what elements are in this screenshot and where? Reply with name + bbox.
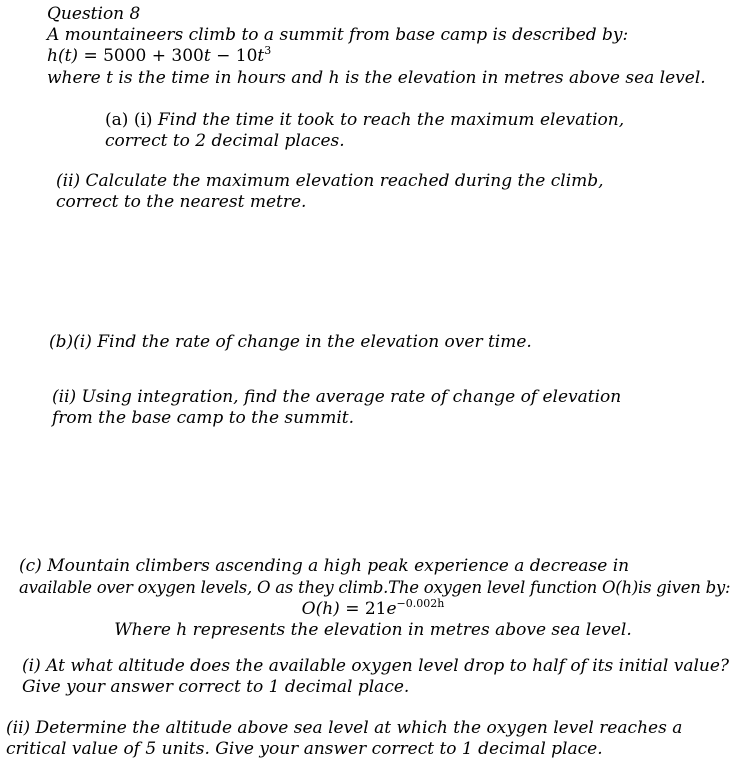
- formula-minus-term: − 10: [210, 46, 258, 66]
- part-c-line1: (c) Mountain climbers ascending a high peak experience a decrease in: [19, 556, 630, 576]
- part-a-i-line2: correct to 2 decimal places.: [105, 131, 345, 151]
- part-a-i-line1: [105, 110, 624, 131]
- part-b-ii-line2: from the base camp to the summit.: [52, 408, 354, 428]
- question-where: where t is the time in hours and h is the elevation in metres above sea level.: [47, 68, 706, 88]
- part-a-i-text: Find the time it took to reach the maximum elevation,: [157, 110, 625, 130]
- formula-t-variable: t: [203, 46, 211, 66]
- formula-constant: 5000 + 300: [103, 46, 204, 66]
- part-a-ii-line2: correct to the nearest metre.: [56, 192, 307, 212]
- part-c-i-line2: Give your answer correct to 1 decimal place.: [22, 677, 410, 697]
- formula-t-variable-cubed: t: [257, 46, 265, 66]
- oxygen-formula: [0, 599, 734, 620]
- oxygen-formula-equals: = 21: [339, 599, 387, 619]
- formula-exponent: 3: [264, 44, 272, 57]
- elevation-formula: [47, 46, 271, 67]
- part-b-i-line: (b)(i) Find the rate of change in the elevation over time.: [49, 332, 532, 352]
- part-a-ii-line1: (ii) Calculate the maximum elevation reached during the climb,: [56, 171, 604, 191]
- part-c-line2: available over oxygen levels, O as they climb.The oxygen level function O(h)is given by:: [19, 578, 731, 597]
- oxygen-formula-lhs: O(h): [301, 599, 340, 619]
- question-title: Question 8: [47, 4, 141, 24]
- part-c-ii-line2: critical value of 5 units. Give your answer correct to 1 decimal place.: [6, 739, 603, 759]
- part-c-where: Where h represents the elevation in metres above sea level.: [114, 620, 632, 640]
- part-c-i-line1: (i) At what altitude does the available oxygen level drop to half of its initial value?: [22, 656, 730, 676]
- formula-equals: =: [78, 46, 104, 66]
- oxygen-formula-e: e: [386, 599, 397, 619]
- question-intro: A mountaineers climb to a summit from base camp is described by:: [47, 25, 629, 45]
- oxygen-formula-exponent: −0.002h: [396, 597, 445, 610]
- formula-lhs: h(t): [47, 46, 79, 66]
- part-b-ii-line1: (ii) Using integration, find the average rate of change of elevation: [52, 387, 622, 407]
- part-a-i-label: (i): [133, 110, 153, 130]
- part-c-ii-line1: (ii) Determine the altitude above sea level at which the oxygen level reaches a: [6, 718, 683, 738]
- part-a-label: (a): [105, 110, 129, 130]
